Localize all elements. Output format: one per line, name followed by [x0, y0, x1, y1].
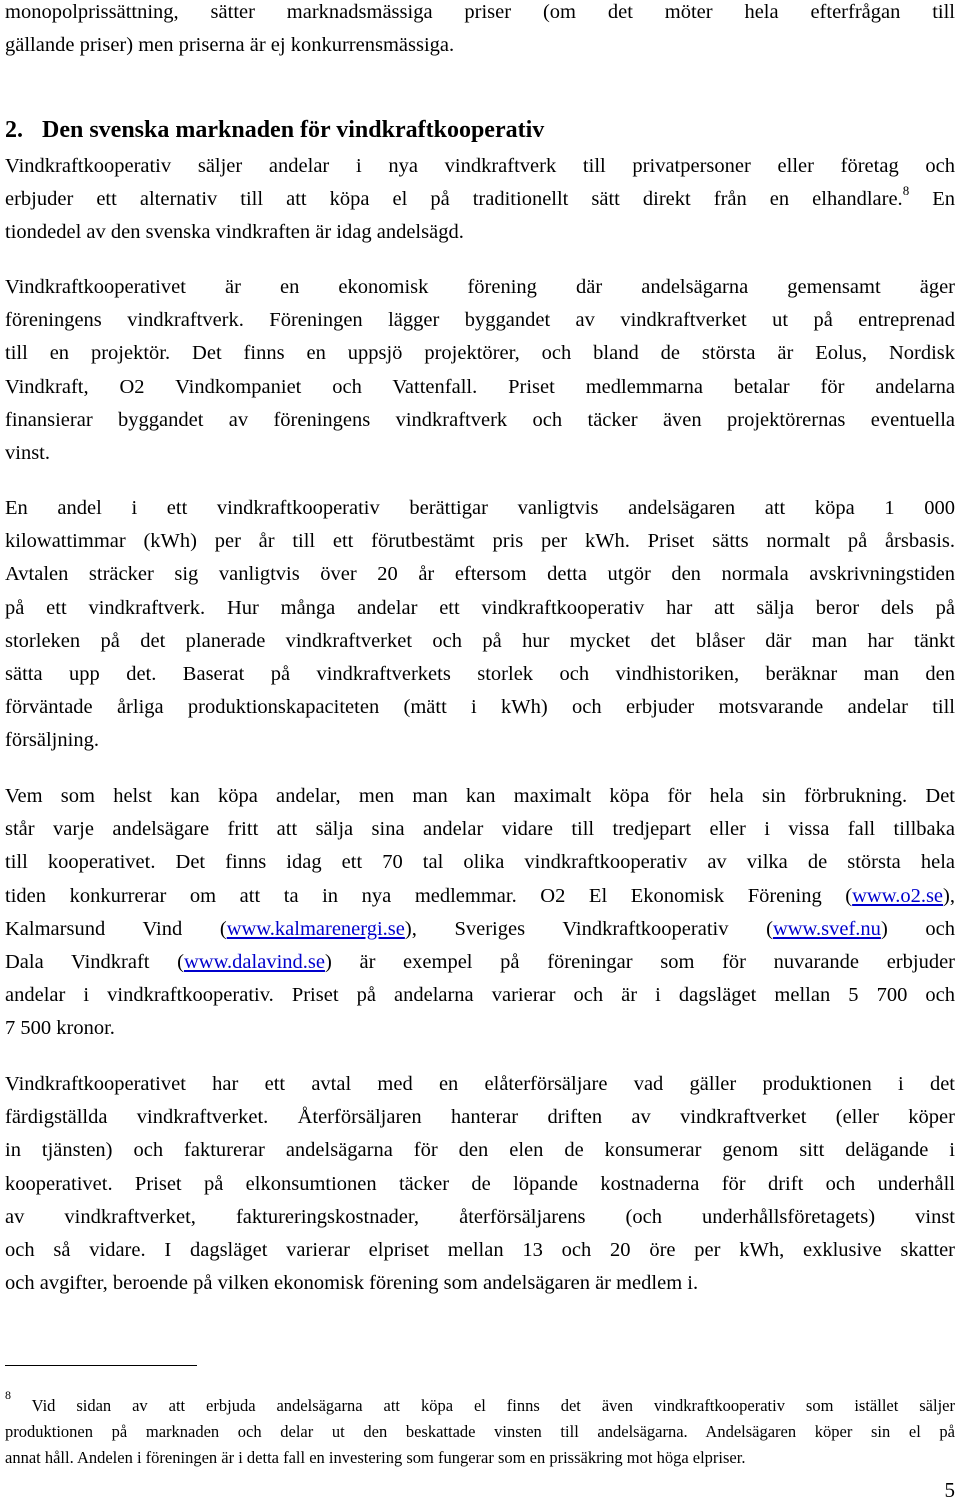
- text-fragment: Dala Vindkraft (: [5, 951, 184, 974]
- paragraph-2: [5, 271, 955, 470]
- text-line: vinst.: [5, 442, 50, 465]
- text-fragment: En: [932, 188, 956, 211]
- text-line: Vem som helst kan köpa andelar, men man kan maximalt köpa för hela sin förbrukning. Det: [5, 785, 955, 807]
- text-line: in tjänsten) och fakturerar andelsägarna för den elen de konsumerar genom sitt delägande i: [5, 1139, 955, 1162]
- paragraph-4: [5, 780, 955, 1046]
- section-title: Den svenska marknaden för vindkraftkooperativ: [42, 117, 545, 143]
- paragraph-5: [5, 1068, 955, 1300]
- paragraph-3: [5, 492, 955, 758]
- text-line: andelar i vindkraftkooperativ. Priset på andelarna varierar och är i dagsläget mellan 5 700 och: [5, 984, 955, 1007]
- link-dalavind[interactable]: www.dalavind.se: [183, 951, 325, 974]
- text-line: annat håll. Andelen i föreningen är i detta fall en investering som fungerar som en prissäkring mot höga elpriser.: [5, 1448, 746, 1467]
- text-line: tiondedel av den svenska vindkraften är idag andelsägd.: [5, 221, 464, 244]
- link-svef[interactable]: www.svef.nu: [772, 917, 881, 940]
- text-line: till kooperativet. Det finns idag ett 70 tal olika vindkraftkooperativ av vilka de största hela: [5, 851, 955, 874]
- text-line: kilowattimmar (kWh) per år till ett förutbestämt pris per kWh. Priset sätts normalt på årsbasis.: [5, 530, 955, 553]
- paragraph-1: [5, 150, 955, 250]
- text-line: sätta upp det. Baserat på vindkraftverkets storlek och vindhistoriken, beräknar man den: [5, 663, 955, 686]
- link-o2[interactable]: www.o2.se: [852, 884, 944, 907]
- text-line: kooperativet. Priset på elkonsumtionen täcker de löpande kostnaderna för drift och underhåll: [5, 1172, 955, 1195]
- text-line: gällande priser) men priserna är ej konkurrensmässiga.: [5, 34, 455, 57]
- text-line: av vindkraftverket, faktureringskostnader, återförsäljarens (och underhållsföretagets) vinst: [5, 1205, 955, 1228]
- text-line: [5, 946, 955, 979]
- text-fragment: ) och: [880, 917, 955, 940]
- text-line: färdigställda vindkraftverket. Återförsäljaren hanterar driften av vindkraftverket (eller köper: [5, 1106, 955, 1129]
- text-line: storleken på det planerade vindkraftverket och på hur mycket det blåser där man har tänkt: [5, 629, 955, 652]
- text-line: finansierar byggandet av föreningens vindkraftverk och täcker även projektörernas eventuella: [5, 408, 955, 431]
- text-fragment: ) är exempel på föreningar som för nuvarande erbjuder: [324, 951, 955, 974]
- text-fragment: Vid sidan av att erbjuda andelsägarna att köpa el finns det även vindkraftkooperativ som istället säljer: [31, 1396, 955, 1415]
- text-line: på ett vindkraftverk. Hur många andelar ett vindkraftkooperativ har att sälja beror dels på: [5, 596, 955, 619]
- text-fragment: ), Sveriges Vindkraftkooperativ (: [404, 917, 773, 940]
- text-line: och avgifter, beroende på vilken ekonomisk förening som andelsägaren är medlem i.: [5, 1272, 699, 1295]
- link-kalmarenergi[interactable]: www.kalmarenergi.se: [226, 917, 405, 940]
- footnote-separator: [5, 1365, 197, 1366]
- text-fragment: erbjuder ett alternativ till att köpa el på traditionellt sätt direkt från en elhandlare.: [5, 188, 903, 211]
- text-line: Vindkraft, O2 Vindkompaniet och Vattenfall. Priset medlemmarna betalar för andelarna: [5, 375, 955, 398]
- page-number: 5: [944, 1478, 955, 1502]
- footnote: [5, 1387, 955, 1471]
- text-line: 7 500 kronor.: [5, 1017, 115, 1040]
- text-line: förväntade årliga produktionskapaciteten (mätt i kWh) och erbjuder motsvarande andelar till: [5, 696, 955, 719]
- text-line: och så vidare. I dagsläget varierar elpriset mellan 13 och 20 öre per kWh, exklusive skatter: [5, 1239, 955, 1262]
- text-line: [5, 880, 955, 913]
- text-fragment: ),: [943, 884, 955, 907]
- footnote-reference[interactable]: 8: [902, 183, 910, 199]
- text-line: produktionen på marknaden och delar ut den beskattade vinsten till andelsägarna. Andelsägaren köper sin el på: [5, 1422, 955, 1441]
- text-line: Vindkraftkooperativet är en ekonomisk förening där andelsägarna gemensamt äger: [5, 276, 955, 298]
- text-line: föreningens vindkraftverk. Föreningen lägger byggandet av vindkraftverket ut på entreprenad: [5, 309, 955, 332]
- text-fragment: tiden konkurrerar om att ta in nya medlemmar. O2 El Ekonomisk Förening (: [5, 884, 853, 907]
- text-line: monopolprissättning, sätter marknadsmässiga priser (om det möter hela efterfrågan till: [5, 1, 955, 23]
- footnote-marker: 8: [5, 1387, 11, 1402]
- text-line: Vindkraftkooperativ säljer andelar i nya vindkraftverk till privatpersoner eller företag och: [5, 155, 955, 177]
- text-line: En andel i ett vindkraftkooperativ berättigar vanligtvis andelsägaren att köpa 1 000: [5, 497, 955, 519]
- text-fragment: Kalmarsund Vind (: [5, 917, 227, 940]
- text-line: [5, 183, 955, 216]
- text-line: Vindkraftkooperativet har ett avtal med en elåterförsäljare vad gäller produktionen i det: [5, 1073, 955, 1095]
- intro-paragraph: [5, 0, 955, 62]
- text-line: till en projektör. Det finns en uppsjö projektörer, och bland de största är Eolus, Nordisk: [5, 342, 955, 365]
- section-number: 2.: [5, 117, 23, 143]
- text-line: försäljning.: [5, 729, 99, 752]
- text-line: Avtalen sträcker sig vanligtvis över 20 år eftersom detta utgör den normala avskrivningstiden: [5, 563, 955, 586]
- text-line: [5, 1387, 955, 1419]
- section-heading: [5, 112, 544, 148]
- text-line: står varje andelsägare fritt att sälja sina andelar vidare till tredjepart eller i vissa fall tillbaka: [5, 818, 955, 841]
- text-line: [5, 913, 955, 946]
